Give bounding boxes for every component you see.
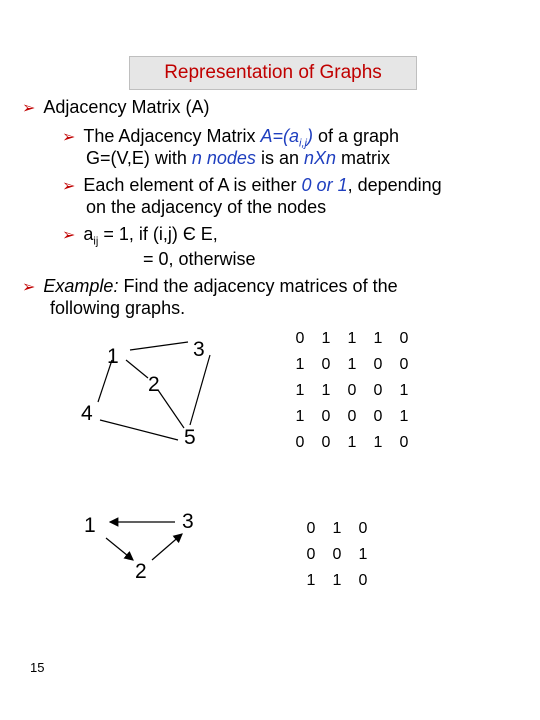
- edge-arrow-2-3: [152, 534, 182, 560]
- bullet-formula: a: [83, 224, 94, 244]
- node-1: 1: [107, 345, 119, 368]
- matrix-cell: 1: [332, 572, 342, 589]
- bullet-formula-sub: ij: [93, 235, 99, 248]
- matrix-cell: 1: [295, 408, 305, 425]
- bullet-emph-2: nXn: [303, 148, 336, 168]
- matrix-cell: 1: [373, 330, 383, 347]
- matrix-row: [298, 542, 376, 568]
- node-1: 1: [84, 514, 96, 537]
- matrix-cell: 1: [321, 382, 331, 399]
- matrix-cell: 1: [295, 382, 305, 399]
- bullet-text: following graphs.: [50, 298, 186, 318]
- matrix-cell: 1: [399, 408, 409, 425]
- bullet-emph: 0 or 1: [301, 175, 348, 195]
- bullet-formula-close: ): [306, 126, 313, 146]
- matrix-cell: 1: [295, 356, 305, 373]
- matrix-row: [287, 326, 417, 352]
- bullet-text: Adjacency Matrix (A): [43, 97, 210, 117]
- matrix-cell: 0: [321, 434, 331, 451]
- node-3: 3: [193, 338, 205, 361]
- arrow-bullet-icon: ➢: [22, 100, 36, 117]
- bullet-emph: n nodes: [191, 148, 256, 168]
- edge-arrow-1-2: [106, 538, 133, 560]
- edge-4-5: [100, 420, 178, 440]
- matrix-cell: 0: [321, 408, 331, 425]
- matrix-row: [287, 378, 417, 404]
- bullet-text: = 1, if (i,j) Є E,: [98, 224, 218, 244]
- matrix-cell: 0: [399, 434, 409, 451]
- matrix-cell: 0: [295, 434, 305, 451]
- matrix-cell: 1: [358, 546, 368, 563]
- slide-title-text: Representation of Graphs: [164, 62, 382, 83]
- matrix-cell: 0: [373, 356, 383, 373]
- edge-3-5: [190, 355, 210, 425]
- bullet-text-2: , depending: [347, 175, 442, 195]
- matrix-row: [287, 352, 417, 378]
- matrix-cell: 0: [332, 546, 342, 563]
- node-2: 2: [148, 373, 160, 396]
- arrow-bullet-icon: ➢: [62, 227, 76, 244]
- matrix-cell: 1: [321, 330, 331, 347]
- matrix-cell: 0: [373, 408, 383, 425]
- adjacency-matrix-2: [298, 516, 376, 594]
- adjacency-matrix-1: [287, 326, 417, 456]
- matrix-cell: 1: [373, 434, 383, 451]
- arrow-bullet-icon: ➢: [62, 178, 76, 195]
- matrix-cell: 1: [306, 572, 316, 589]
- edge-2-5: [158, 390, 184, 428]
- bullet-text: G=(V,E) with: [86, 148, 192, 168]
- matrix-row: [287, 430, 417, 456]
- node-3: 3: [182, 510, 194, 533]
- matrix-cell: 0: [295, 330, 305, 347]
- bullet-text: on the adjacency of the nodes: [86, 197, 327, 217]
- node-5: 5: [184, 426, 196, 449]
- matrix-cell: 1: [347, 356, 357, 373]
- node-4: 4: [81, 402, 93, 425]
- edge-1-3: [130, 342, 188, 350]
- matrix-cell: 0: [347, 382, 357, 399]
- arrow-bullet-icon: ➢: [62, 129, 76, 146]
- bullet-emph: Example:: [43, 276, 119, 296]
- bullet-text-2: is an: [255, 148, 304, 168]
- bullet-text: = 0, otherwise: [143, 249, 256, 269]
- matrix-cell: 0: [358, 572, 368, 589]
- matrix-cell: 0: [399, 330, 409, 347]
- bullet-formula-sub: i,j: [299, 137, 307, 150]
- matrix-cell: 0: [373, 382, 383, 399]
- matrix-row: [298, 568, 376, 594]
- matrix-cell: 1: [399, 382, 409, 399]
- matrix-cell: 0: [399, 356, 409, 373]
- matrix-row: [287, 404, 417, 430]
- matrix-cell: 0: [358, 520, 368, 537]
- bullet-text-2: of a graph: [312, 126, 400, 146]
- matrix-cell: 1: [347, 330, 357, 347]
- bullet-text: Each element of A is either: [83, 175, 302, 195]
- node-2: 2: [135, 560, 147, 583]
- matrix-cell: 0: [321, 356, 331, 373]
- bullet-text: Find the adjacency matrices of the: [118, 276, 398, 296]
- matrix-cell: 0: [306, 520, 316, 537]
- bullet-formula: A=(a: [260, 126, 300, 146]
- bullet-text-3: matrix: [336, 148, 390, 168]
- matrix-cell: 1: [347, 434, 357, 451]
- arrow-bullet-icon: ➢: [22, 279, 36, 296]
- page-number: 15: [30, 660, 45, 675]
- matrix-row: [298, 516, 376, 542]
- edge-1-2: [126, 360, 148, 378]
- bullet-text: The Adjacency Matrix: [83, 126, 261, 146]
- matrix-cell: 1: [332, 520, 342, 537]
- matrix-cell: 0: [347, 408, 357, 425]
- matrix-cell: 0: [306, 546, 316, 563]
